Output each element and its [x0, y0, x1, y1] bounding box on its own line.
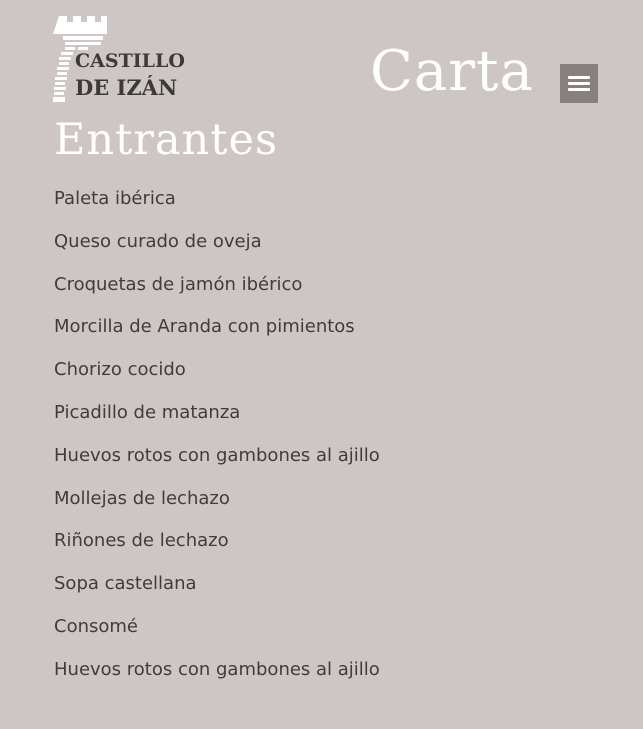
section-title: Entrantes	[54, 115, 279, 165]
dish-item: Chorizo cocido	[54, 359, 186, 381]
dish-item: Consomé	[54, 615, 138, 637]
dish-item: Picadillo de matanza	[54, 401, 241, 423]
dish-item: Sopa castellana	[54, 573, 197, 595]
brand-name-line2: DE IZÁN	[75, 75, 178, 100]
dish-item: Queso curado de oveja	[54, 230, 262, 252]
hamburger-icon	[568, 73, 590, 94]
dish-item: Croquetas de jamón ibérico	[54, 273, 303, 295]
brand-name-line1: CASTILLO	[75, 50, 185, 72]
dish-list	[54, 185, 380, 699]
logo[interactable]	[53, 14, 185, 104]
dish-item: Paleta ibérica	[54, 188, 176, 209]
dish-item: Huevos rotos con gambones al ajillo	[54, 658, 380, 680]
dish-item: Riñones de lechazo	[54, 530, 229, 552]
dish-item: Huevos rotos con gambones al ajillo	[54, 444, 380, 466]
menu-toggle-button[interactable]	[560, 64, 598, 103]
dish-item: Mollejas de lechazo	[54, 487, 230, 509]
page-title: Carta	[370, 39, 534, 104]
dish-item: Morcilla de Aranda con pimientos	[54, 316, 355, 338]
